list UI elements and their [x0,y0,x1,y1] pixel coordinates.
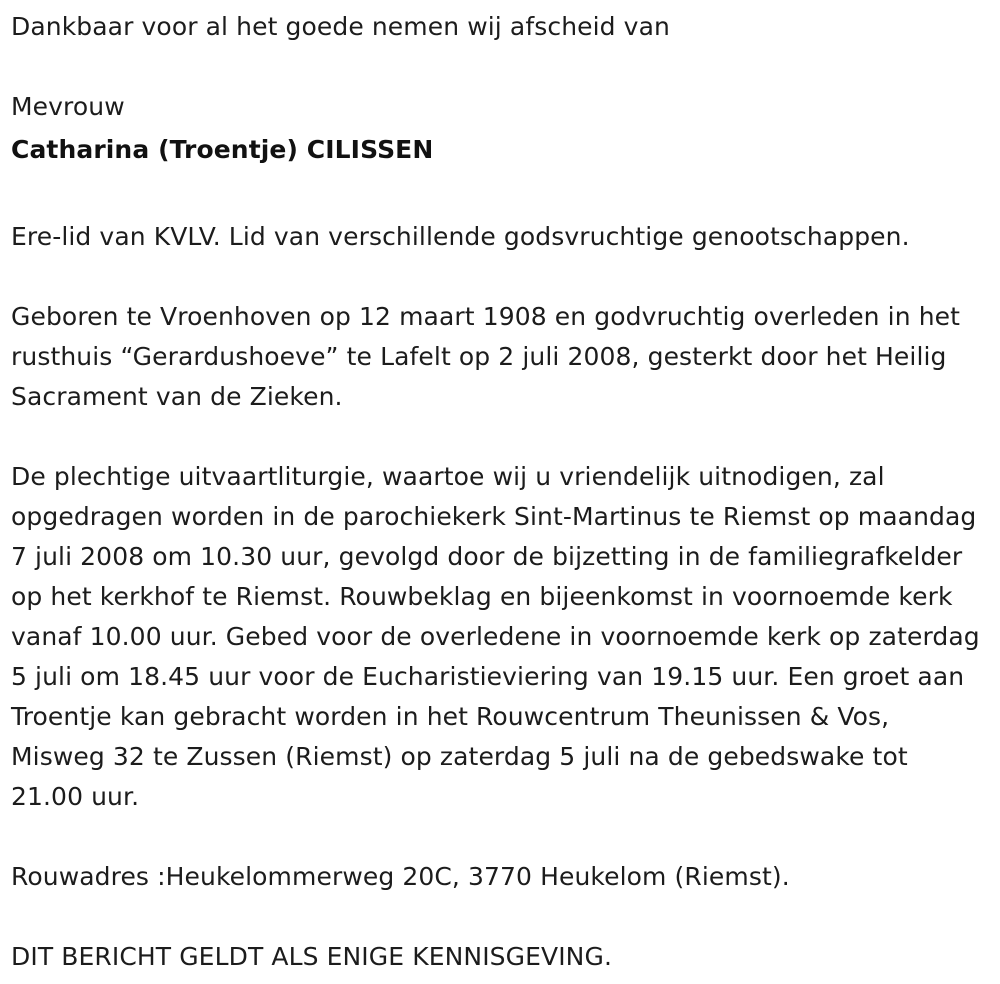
spacer [11,257,986,297]
address-line: Rouwadres :Heukelommerweg 20C, 3770 Heukelom (Riemst). [11,862,790,891]
funeral-paragraph: De plechtige uitvaartliturgie, waartoe wij u vriendelijk uitnodigen, zal opgedragen worden in de parochiekerk Sint-Martinus te Riemst op maandag 7 juli 2008 om 10.30 uur, gevolgd door de bijzetting in de familiegrafkelder op het kerkhof te Riemst. Rouwbeklag en bijeenkomst in voornoemde kerk vanaf 10.00 uur. Gebed voor de overledene in voornoemde kerk op zaterdag 5 juli om 18.45 uur voor de Eucharistieviering van 19.15 uur. Een groet aan Troentje kan gebracht worden in het Rouwcentrum Theunissen & Vos, Misweg 32 te Zussen (Riemst) op zaterdag 5 juli na de gebedswake tot 21.00 uur. [11,462,980,811]
spacer [11,47,986,87]
birth-death-paragraph: Geboren te Vroenhoven op 12 maart 1908 en godvruchtig overleden in het rusthuis “Gerardushoeve” te Lafelt op 2 juli 2008, gesterkt door het Heilig Sacrament van de Zieken. [11,302,961,411]
memberships-paragraph: Ere-lid van KVLV. Lid van verschillende godsvruchtige genootschappen. [11,222,910,251]
salutation: Mevrouw [11,92,125,121]
spacer [11,817,986,857]
death-notice [11,7,986,977]
spacer [11,177,986,217]
deceased-name: Catharina (Troentje) CILISSEN [11,135,434,164]
spacer [11,417,986,457]
spacer [11,897,986,937]
intro-line: Dankbaar voor al het goede nemen wij afscheid van [11,12,670,41]
closing-line: DIT BERICHT GELDT ALS ENIGE KENNISGEVING. [11,942,612,971]
